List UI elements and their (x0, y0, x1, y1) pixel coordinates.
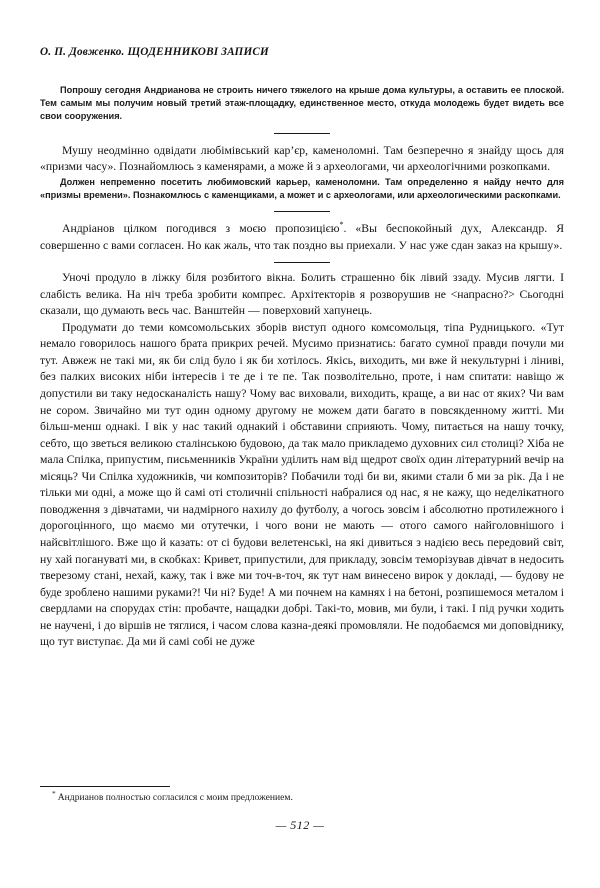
footnote-area (40, 786, 564, 804)
ukrainian-paragraph-2 (40, 221, 564, 254)
section-separator-rule-1 (274, 133, 330, 134)
body-text-block (40, 84, 564, 651)
section-separator-rule-2 (274, 211, 330, 212)
russian-note-paragraph-2: Должен непременно посетить любимовский карьер, каменоломни. Там определенно я найду нечто для «призмы времени». Познакомлюсь с каменщиками, а может и с археологами, или археологическими раскопками. (40, 176, 564, 200)
ukrainian-paragraph-1: Мушу неодмінно одвідати любімівський кар’єр, каменоломні. Там безперечно я знайду щось для «призми часу». Познайомлюсь з каменярами, а може й з археологами, чи археологічними розкопками. (40, 143, 564, 174)
russian-note-paragraph-1: Попрошу сегодня Андрианова не строить ничего тяжелого на крыше дома культуры, а оставить ее плоской. Тем самым мы получим новый третий этаж-площадку, единственное место, откуда молодежь будет видеть все свои сооружения. (40, 85, 564, 122)
ukrainian-paragraph-2-tail: . «Вы беспокойный дух, Александр. Я совершенно с вами согласен. Но как жаль, что так поздно вы приехали. У нас уже сдан заказ на крышу». (40, 222, 565, 252)
ukrainian-paragraph-3: Уночі продуло в ліжку біля розбитого вікна. Болить страшенно бік лівий ззаду. Мусив лягти. І слабість велика. На ніч треба зробити компрес. Архітекторів я розворушив не <напрасно?> Сьогодні сказали, що думають весь час. Ванштейн — поверховий хапунець. (40, 271, 564, 318)
section-separator-rule-3 (274, 262, 330, 263)
page-number: — 512 — (275, 818, 325, 832)
running-head: О. П. Довженко. ЩОДЕННИКОВІ ЗАПИСИ (40, 46, 269, 58)
footnote-reference-marker[interactable]: * (339, 220, 344, 230)
footnote-body-text: Андрианов полностью согласился с моим предложением. (57, 792, 293, 803)
footnote-separator-rule (40, 786, 170, 787)
footnote-marker: * (52, 788, 56, 798)
ukrainian-paragraph-2-lead: Андріанов цілком погодився з моєю пропозицією (62, 222, 340, 236)
ukrainian-paragraph-4: Продумати до теми комсомольських зборів виступ одного комсомольця, тіпа Рудницького. «Тут немало говорилось нашого брата прикрих речей. Мусимо признатись: багато сумної правди почули ми тут. Авжеж не такі ми, як би слід було і як би хотілось. Якісь, виходить, ми вже й некультурні і ліниві, без палких високих ніби інтересів і те де і те пе. Так позволітельно, проте, і нам спитати: навіщо ж допустили ви таку недосканалість нашу? Чому вас виховали, виходить, краще, а ви нас от яких? Чи вам не сором. Звичайно ми тут один одному другому не можем дати багато в повсякденному житті. Ми більш-менш однакі. І вік у нас такий однакий і обставини сприяють. Чому, питається на нашу точку, себто, що зветься великою сталінською будовою, да так мало прикладемо духовних сил столиці? Хіба не мала Спілка, припустим, письменників України уділить нам від щедрот своїх один літературний вечір на місяць? Чи Спілка художників, чи композиторів? Побачили тоді би ви, якими стали б ми за рік. Да і не тільки ми одні, а може що й самі оті столичніі спільності набралися од нас, я не кажу, що неделікатного поводження з дівчатами, чи надмірного нахилу до футболу, а чогось зовсім і абсолютно протилежного і дорогоцінного, що маємо ми отутечки, і чого вони не мають — отого самого найголовнішого і найсвітлішого. Вже що й казать: от сі будови велетенські, на які дивиться з надією весь передовий світ, ну хай погануваті ми, в скобках: Кривет, припустили, для прикладу, зовсім теморізував дівчат в недосить тверезому стані, нехай, кажу, так і вже ми точ-в-точ, як тут нам винесено вирок у докладі, — будову не буде зроблено нашими руками?! Чи ні? Буде! А ми почнем на камнях і на бетоні, розпишемося металом і свердлами на спорудах стін: пробачте, нащадки добрі. Такі-то, мовив, ми були, і такі. І під ручки ходить не научені, і до віршів не тяглися, і часом слова казна-деякі промовляли. Не подобаємся ми доповіднику, що тут виступає. Да ми й самі собі не дуже (40, 320, 564, 649)
page-content (40, 0, 564, 651)
footnote-entry (40, 788, 564, 804)
